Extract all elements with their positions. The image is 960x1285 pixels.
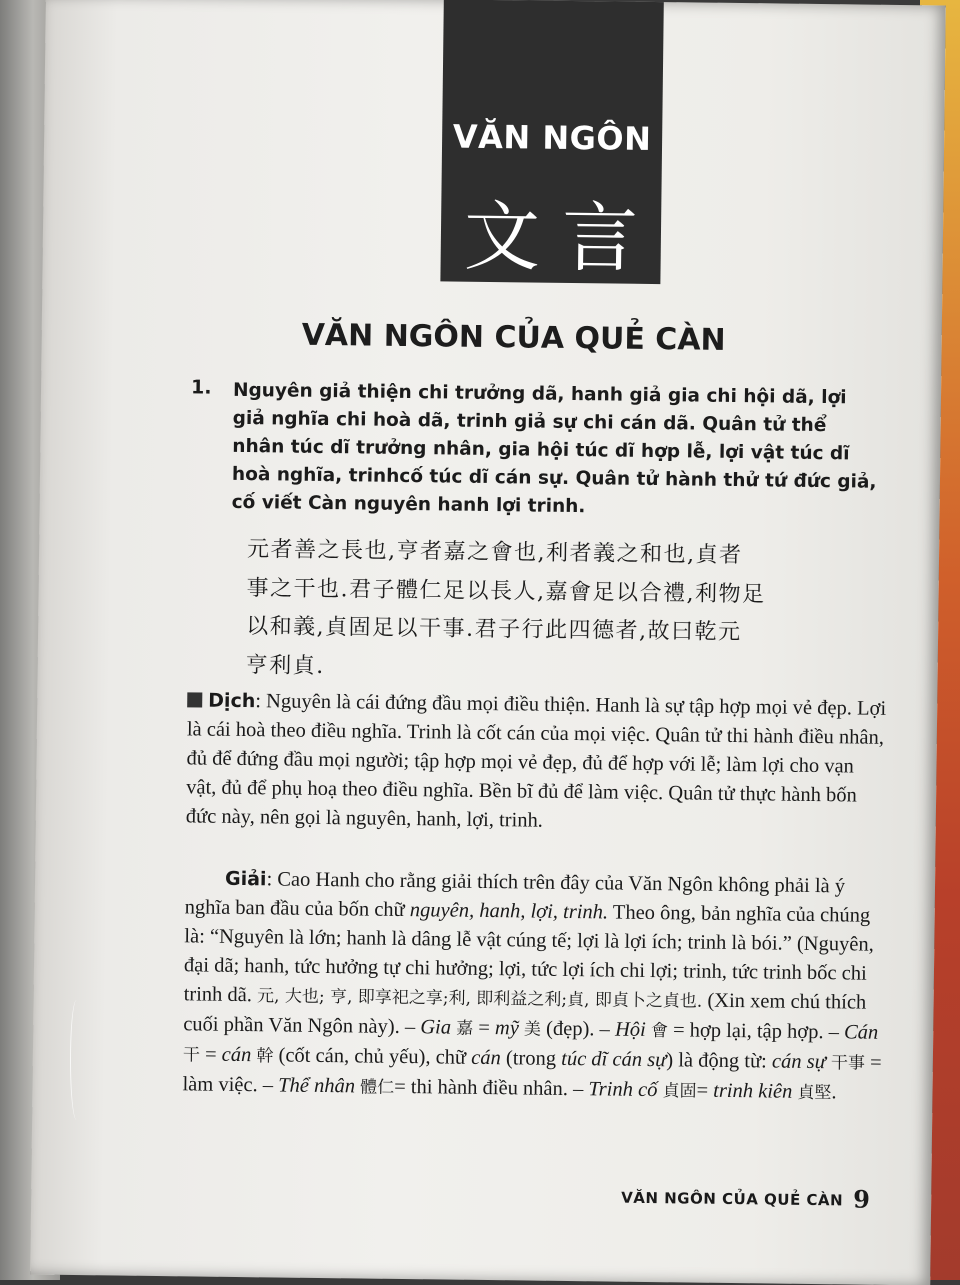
commentary-text: (Xin xem chú thích cuối phần Văn Ngôn này). – <box>183 989 867 1039</box>
term-thenhan: Thể nhân <box>278 1074 356 1098</box>
cjk-line: 亨利貞. <box>245 652 325 679</box>
term-gia-cjk: 嘉 <box>456 1018 474 1039</box>
term-my-cjk: 美 <box>523 1019 542 1040</box>
commentary-italic: nguyên, hanh, lợi, trinh. <box>409 899 609 924</box>
translation-text: : Nguyên là cái đứng đầu mọi điều thiện. Hanh là sự tập hợp mọi vẻ đẹp. Lợi là cái hoà theo điều nghĩa. Trinh là cốt cán của mọi việc. Quân tử thi hành điều nhân, đủ để đứng đầu mọi người; tập hợp mọi vẻ đẹp, đủ để hợp với lễ; làm lợi cho vạn vật, đủ để phụ hoạ theo điều nghĩa. Bền bĩ đủ để làm việc. Quân tử thực hành bốn đức này, nên gọi là nguyên, hanh, lợi, trinh. <box>185 690 887 832</box>
commentary-label: Giải <box>224 867 267 891</box>
chapter-title-cjk: 文言 <box>463 191 661 284</box>
commentary-text: : Cao Hanh cho rằng giải thích trên đây của Văn Ngôn không phải là ý nghĩa ban đầu của bốn chữ <box>184 868 846 922</box>
equals: = <box>696 1079 714 1102</box>
term-thenhan-cjk: 體仁 <box>360 1077 395 1098</box>
item-transliteration: Nguyên giả thiện chi trưởng dã, hanh giả gia chi hội dã, lợi giả nghĩa chi hoà dã, trinh giả sự chi cán dã. Quân tử thể nhân túc dĩ trưởng nhân, gia hội túc dĩ hợp lễ, lợi vật túc dĩ hoà nghĩa, trinhcố túc dĩ cán sự. Quân tử hành thử tứ đức giả, cố viết Càn nguyên hanh lợi trinh. <box>231 379 877 518</box>
translation-label: Dịch <box>208 689 256 713</box>
term-hoi: Hội <box>614 1018 646 1041</box>
commentary-paragraph <box>182 864 885 1109</box>
term-can3: cán <box>471 1046 501 1070</box>
commentary-text: = hợp lại, tập hợp. – <box>667 1019 845 1044</box>
cjk-line: 事之干也.君子體仁足以長人,嘉會足以合禮,利物足 <box>246 575 766 607</box>
term-gia: Gia <box>420 1016 452 1039</box>
item-chinese-text <box>245 531 897 693</box>
term-cansu: cán sự <box>771 1050 826 1074</box>
commentary-text: = làm việc. – <box>182 1051 882 1097</box>
term-my: mỹ <box>494 1017 520 1040</box>
term-tucdi: túc dĩ cán sự <box>561 1047 667 1072</box>
commentary-cjk: 元, 大也; 亨, 即享祀之享;利, 即利益之利;貞, 即貞卜之貞也. <box>256 986 703 1012</box>
item-number: 1. <box>190 376 212 399</box>
commentary-text: ) là động từ: <box>666 1049 773 1073</box>
chapter-title: VĂN NGÔN <box>452 117 652 158</box>
term-trinhkien-cjk: 貞堅 <box>797 1082 832 1104</box>
equals: = <box>199 1043 222 1066</box>
commentary-text: (cốt cán, chủ yếu), chữ <box>273 1044 472 1069</box>
term-can: Cán <box>843 1021 879 1044</box>
term-trinhkien: trinh kiên <box>713 1079 793 1103</box>
page-number: 9 <box>853 1184 871 1214</box>
running-head: VĂN NGÔN CỦA QUẺ CÀN <box>621 1188 844 1210</box>
square-bullet-icon <box>187 692 202 707</box>
term-can-cjk: 干 <box>182 1045 201 1066</box>
running-footer <box>621 1182 871 1214</box>
equals: = <box>473 1016 496 1040</box>
term-can2: cán <box>221 1043 252 1067</box>
chapter-header-block <box>440 0 663 284</box>
term-hoi-cjk: 會 <box>650 1021 668 1042</box>
section-title: VĂN NGÔN CỦA QUẺ CÀN <box>301 317 726 358</box>
commentary-text: . <box>831 1081 837 1104</box>
term-trinhco: Trinh cố <box>588 1078 658 1102</box>
translation-paragraph <box>186 686 888 840</box>
commentary-text: (trong <box>500 1047 562 1070</box>
cjk-line: 元者善之長也,亨者嘉之會也,利者義之和也,貞者 <box>246 537 743 569</box>
commentary-text: (đẹp). – <box>540 1017 616 1041</box>
cjk-line: 以和義,貞固足以干事.君子行此四德者,故曰乾元 <box>245 614 742 646</box>
term-cansu-cjk: 干事 <box>830 1053 866 1074</box>
commentary-text: = thi hành điều nhân. – <box>394 1075 589 1101</box>
commentary-text: Theo ông, bản nghĩa của chúng là: “Nguyên là lớn; hanh là dâng lễ vật cúng tế; lợi là lợi ích; trinh là bói.” (Nguyên, đại dã; hanh, tức hưởng tự chi hưởng; lợi, tức lợi ích chi lợi; trinh, tức trinh bốc chi trinh dã. <box>183 901 874 1007</box>
term-can2-cjk: 幹 <box>256 1046 274 1067</box>
loose-thread <box>70 1000 83 1120</box>
term-trinhco-cjk: 貞固 <box>662 1081 697 1102</box>
book-page <box>30 0 946 1285</box>
